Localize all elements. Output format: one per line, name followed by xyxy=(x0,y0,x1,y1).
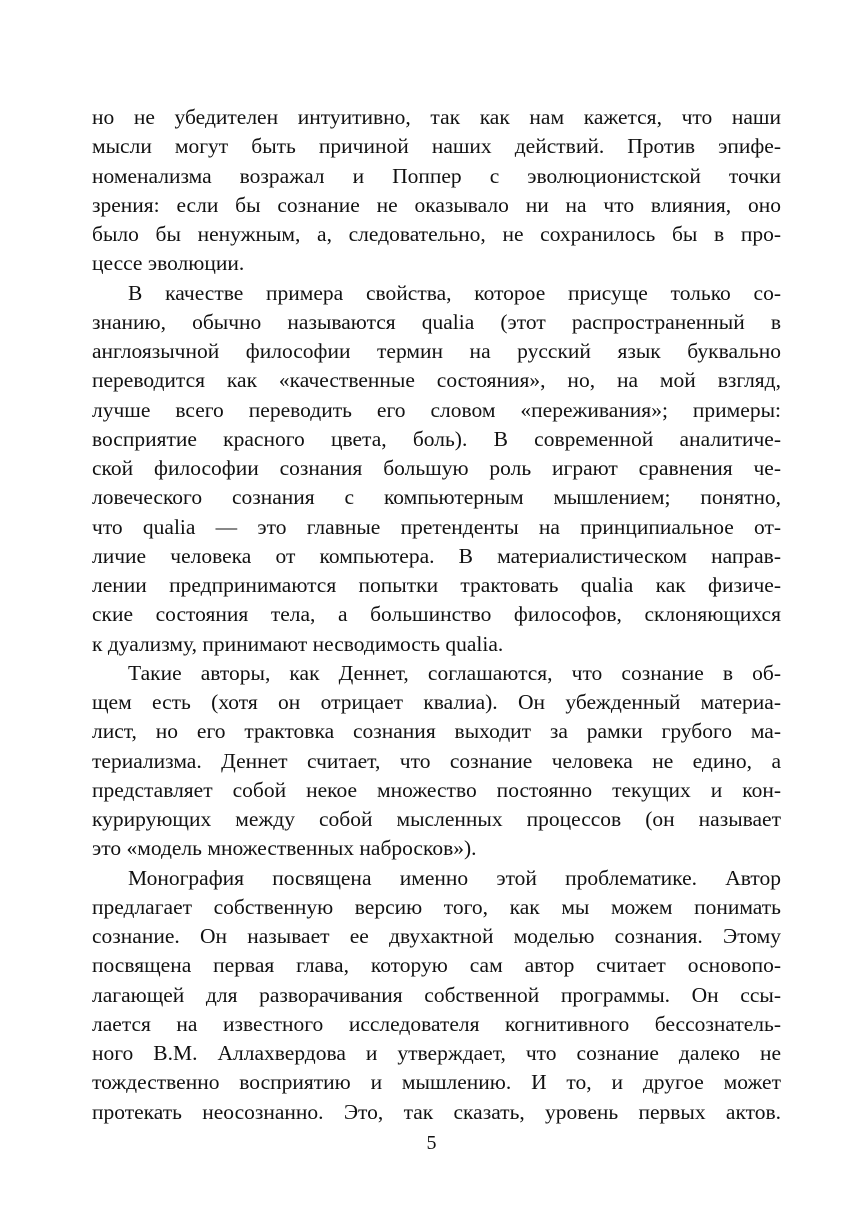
text-line: к дуализму, принимают несводимость qualia. xyxy=(92,631,504,656)
text-line: номенализма возражал и Поппер с эволюционистской точки xyxy=(92,163,781,188)
text-line: представляет собой некое множество постоянно текущих и кон- xyxy=(92,777,781,802)
text-line: лается на известного исследователя когнитивного бессознатель- xyxy=(92,1011,781,1036)
paragraph xyxy=(92,103,781,279)
text-line: лист, но его трактовка сознания выходит за рамки грубого ма- xyxy=(92,719,781,744)
paragraph xyxy=(92,279,781,659)
text-line: но не убедителен интуитивно, так как нам кажется, что наши xyxy=(92,105,781,129)
text-line: это «модель множественных набросков»). xyxy=(92,836,477,861)
text-line: сознание. Он называет ее двухактной моделью сознания. Этому xyxy=(92,924,781,948)
text-line: Монография посвящена именно этой проблематике. Автор xyxy=(128,865,781,890)
text-line: переводится как «качественные состояния», но, на мой взгляд, xyxy=(92,368,781,393)
paragraph xyxy=(92,864,781,1127)
text-line: предлагает собственную версию того, как мы можем понимать xyxy=(92,894,781,919)
paragraph xyxy=(92,659,781,864)
text-line: териализма. Деннет считает, что сознание человека не едино, а xyxy=(92,748,781,773)
page-number: 5 xyxy=(426,1132,437,1154)
text-line: цессе эволюции. xyxy=(92,251,245,276)
text-line: лучше всего переводить его словом «переживания»; примеры: xyxy=(92,397,781,422)
text-line: ской философии сознания большую роль играют сравнения че- xyxy=(92,456,781,480)
text-line: курирующих между собой мысленных процессов (он называет xyxy=(92,807,781,831)
text-line: мысли могут быть причиной наших действий. Против эпифе- xyxy=(92,134,781,159)
text-line: знанию, обычно называются qualia (этот распространенный в xyxy=(92,309,781,334)
text-line: Такие авторы, как Деннет, соглашаются, что сознание в об- xyxy=(128,660,781,685)
text-line: восприятие красного цвета, боль). В современной аналитиче- xyxy=(92,426,781,451)
text-line: протекать неосознанно. Это, так сказать, уровень первых актов. xyxy=(92,1099,781,1124)
text-line: посвящена первая глава, которую сам автор считает основопо- xyxy=(92,953,781,978)
text-line: англоязычной философии термин на русский язык буквально xyxy=(92,339,781,363)
text-line: щем есть (хотя он отрицает квалиа). Он убежденный материа- xyxy=(92,690,781,714)
text-line: ловеческого сознания с компьютерным мышлением; понятно, xyxy=(92,485,781,510)
text-line: было бы ненужным, а, следовательно, не сохранилось бы в про- xyxy=(92,222,781,246)
body-text xyxy=(92,103,781,1127)
text-line: тождественно восприятию и мышлению. И то, и другое может xyxy=(92,1070,781,1095)
text-line: личие человека от компьютера. В материалистическом направ- xyxy=(92,543,781,568)
text-line: лении предпринимаются попытки трактовать qualia как физиче- xyxy=(92,573,781,597)
text-line: зрения: если бы сознание не оказывало ни на что влияния, оно xyxy=(92,192,781,217)
text-line: В качестве примера свойства, которое присуще только со- xyxy=(128,280,781,305)
text-line: ного В.М. Аллахвердова и утверждает, что сознание далеко не xyxy=(92,1041,781,1065)
text-line: ские состояния тела, а большинство философов, склоняющихся xyxy=(92,602,781,627)
text-line: что qualia — это главные претенденты на принципиальное от- xyxy=(92,514,781,539)
text-line: лагающей для разворачивания собственной программы. Он ссы- xyxy=(92,982,781,1007)
